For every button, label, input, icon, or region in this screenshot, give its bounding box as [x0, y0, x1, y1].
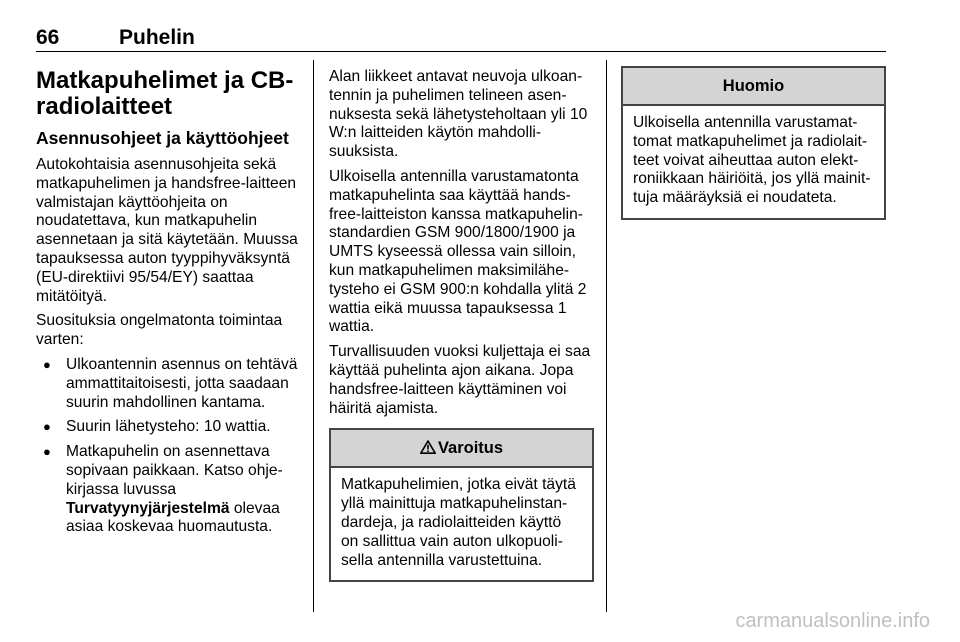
running-title: Puhelin	[119, 26, 195, 49]
page-number: 66	[36, 26, 60, 49]
page-header	[36, 24, 886, 52]
column-divider-1	[313, 60, 314, 612]
note-title: Huomio	[623, 68, 884, 106]
intro-paragraph: Autokohtaisia asennusohjeita sekä matkapuhelimen ja handsfree-laitteen valmistajan käyttöohjeita on noudatettava, kun matkapuhelin asennetaan ja sitä käytetään. Muussa tapauksessa auton tyyppihyväksyntä (EU-direktiivi 95/54/EY) saattaa mitätöityä.	[36, 156, 298, 305]
column-divider-2	[606, 60, 607, 612]
list-item-text: olevaa asiaa koskevaa huomautusta.	[66, 499, 280, 536]
list-item: ● Suurin lähetysteho: 10 wattia.	[36, 418, 301, 437]
list-item-text: Matkapuhelin on asennettava sopivaan paikkaan. Katso ohjekirjassa luvussa	[66, 443, 283, 498]
paragraph: Alan liikkeet antavat neuvoja ulkoantennin ja puhelimen telineen asennuksesta sekä lähetysteholtaan yli 10 W:n laitteiden käytön mahdollisuuksista.	[329, 68, 588, 161]
paragraph: Turvallisuuden vuoksi kuljettaja ei saa käyttää puhelinta ajon aikana. Jopa handsfree-laitteen käyttäminen voi häiritä ajamista.	[329, 343, 591, 417]
warning-triangle-icon	[420, 440, 436, 454]
warning-text: Matkapuhelimien, jotka eivät täytä yllä mainittuja matkapuhelinstandardeja, ja radiolaitteiden käyttö on sallittua vain auton ulkopuolisella antennilla varustettuina.	[341, 476, 576, 569]
note-box	[621, 66, 886, 220]
recommendations-paragraph: Suosituksia ongelmatonta toimintaa varten:	[36, 312, 283, 349]
list-item: ● Ulkoantennin asennus on tehtävä ammattitaitoisesti, jotta saadaan suurin mahdollinen kantama.	[36, 356, 301, 412]
watermark: carmanualsonline.info	[735, 610, 930, 632]
recommendations-list	[36, 356, 301, 537]
warning-header	[331, 430, 592, 468]
paragraph: Ulkoisella antennilla varustamatonta matkapuhelinta saa käyttää handsfree-laitteiston kanssa matkapuhelinstandardien GSM 900/1800/1900 ja UMTS kyseessä ollessa vain silloin, kun matkapuhelimen maksimilähetysteho ei GSM 900:n kohdalla ylitä 2 wattia eikä muussa tapauksessa 1 wattia.	[329, 167, 587, 336]
warning-box	[329, 428, 594, 582]
warning-title: Varoitus	[437, 439, 504, 458]
left-column	[36, 68, 301, 543]
subsection-heading: Asennusohjeet ja käyttöohjeet	[36, 128, 289, 148]
right-column	[621, 66, 886, 220]
middle-column	[329, 68, 594, 582]
list-item	[36, 443, 301, 537]
note-text: Ulkoisella antennilla varustamattomat matkapuhelimet ja radiolaitteet voivat aiheuttaa auton elektroniikkaan häiriöitä, jos yllä mainittuja määräyksiä ei noudateta.	[633, 114, 871, 207]
airbag-system-reference: Turvatyynyjärjestelmä	[66, 499, 230, 517]
section-heading: Matkapuhelimet ja CB-radiolaitteet	[36, 67, 294, 120]
